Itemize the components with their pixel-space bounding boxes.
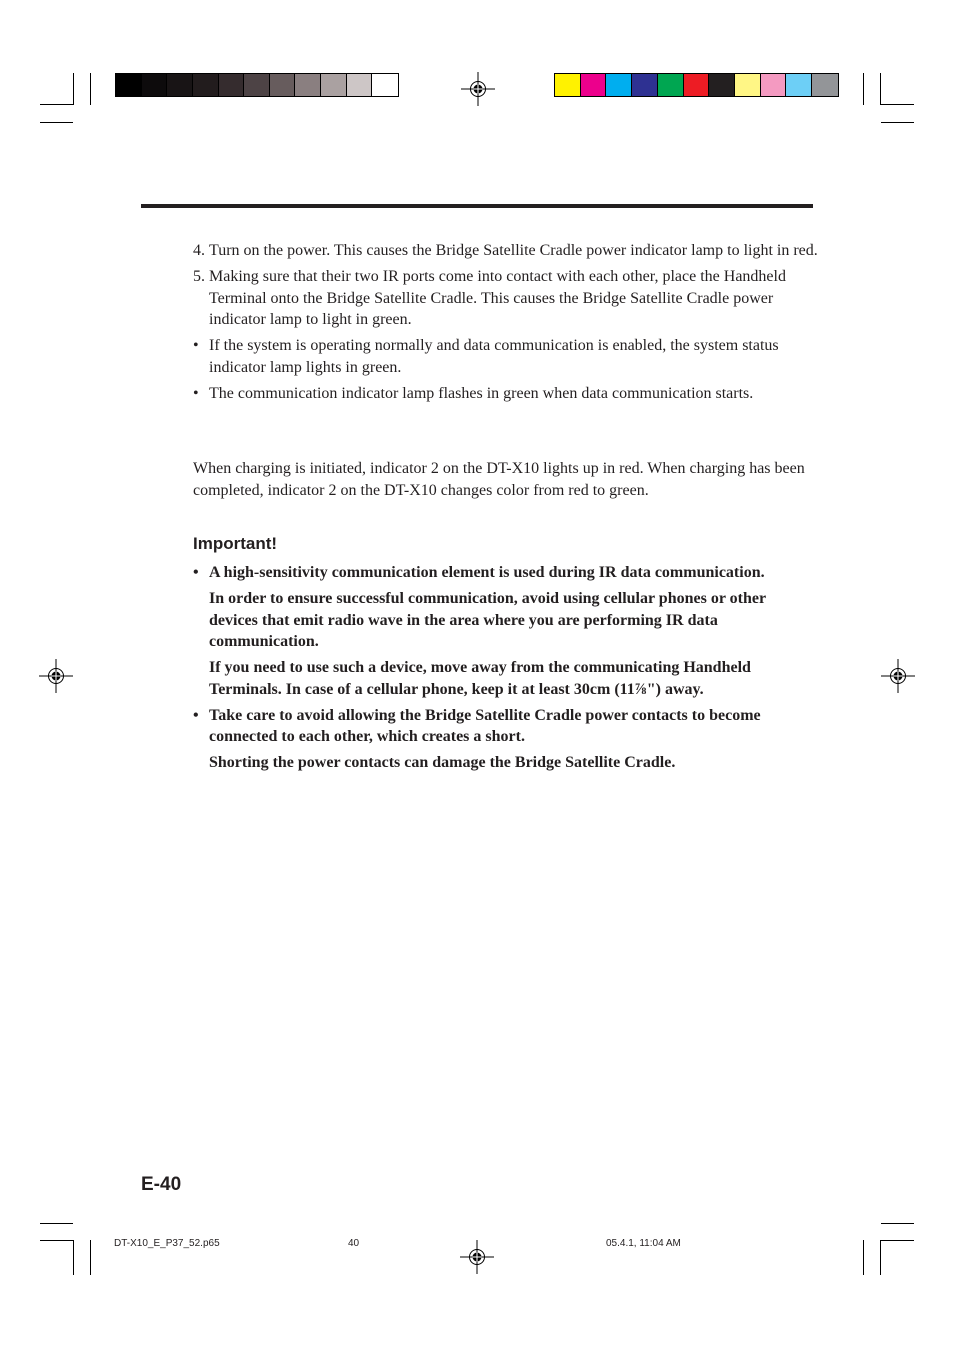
bullet-text: The communication indicator lamp flashes in green when data communication starts.: [209, 384, 754, 402]
process-color-bar: [554, 73, 839, 97]
color-swatch: [761, 74, 787, 96]
crop-mark: [863, 1240, 864, 1275]
bullet-marker: •: [193, 337, 199, 354]
charging-paragraph: When charging is initiated, indicator 2 on the DT-X10 lights up in red. When charging has been completed, indicator 2 on the DT-X10 changes color from red to green.: [193, 460, 805, 499]
crop-mark: [73, 1240, 74, 1275]
color-swatch: [786, 74, 812, 96]
step-item: [193, 240, 818, 262]
registration-mark-icon: [460, 1240, 494, 1274]
color-swatch: [193, 74, 219, 96]
color-swatch: [735, 74, 761, 96]
crop-mark: [40, 122, 73, 123]
step-marker: 5.: [193, 268, 205, 285]
color-swatch: [347, 74, 373, 96]
color-swatch: [658, 74, 684, 96]
important-heading: Important!: [193, 534, 278, 553]
color-swatch: [142, 74, 168, 96]
color-swatch: [321, 74, 347, 96]
crop-mark: [90, 1240, 91, 1275]
crop-mark: [881, 1223, 914, 1224]
bullet-marker: •: [193, 564, 199, 581]
important-text: If you need to use such a device, move away from the communicating Handheld Terminals. In case of a cellular phone, keep it at least 30cm (11⅞") away.: [209, 659, 751, 698]
crop-mark: [880, 1240, 881, 1275]
important-text: Take care to avoid allowing the Bridge Satellite Cradle power contacts to become connected to each other, which creates a short.: [209, 706, 761, 745]
color-swatch: [372, 74, 398, 96]
color-swatch: [270, 74, 296, 96]
registration-mark-icon: [39, 659, 73, 693]
crop-mark: [881, 1240, 914, 1241]
grayscale-color-bar: [115, 73, 399, 97]
crop-mark: [863, 73, 864, 105]
crop-mark: [881, 122, 914, 123]
step-marker: 4.: [193, 242, 205, 259]
color-swatch: [219, 74, 245, 96]
crop-mark: [40, 104, 73, 105]
footer-filename: DT-X10_E_P37_52.p65: [114, 1238, 220, 1249]
color-swatch: [709, 74, 735, 96]
crop-mark: [90, 73, 91, 105]
registration-mark-icon: [881, 659, 915, 693]
color-swatch: [606, 74, 632, 96]
step-text: Turn on the power. This causes the Bridge Satellite Cradle power indicator lamp to light in red.: [209, 242, 818, 259]
important-bullet: [193, 705, 818, 774]
step-item: [193, 266, 818, 331]
bullet-item: [193, 335, 818, 378]
important-text: In order to ensure successful communication, avoid using cellular phones or other devices that emit radio wave in the area where you are performing IR data communication.: [209, 590, 766, 650]
color-swatch: [581, 74, 607, 96]
step-text: Making sure that their two IR ports come into contact with each other, place the Handheld Terminal onto the Bridge Satellite Cradle. This causes the Bridge Satellite Cradle power indicator lamp to light in green.: [209, 268, 786, 328]
crop-mark: [40, 1240, 73, 1241]
important-text: A high-sensitivity communication element is used during IR data communication.: [209, 564, 765, 581]
color-swatch: [632, 74, 658, 96]
color-swatch: [295, 74, 321, 96]
footer-page: 40: [348, 1238, 360, 1249]
color-swatch: [167, 74, 193, 96]
page-number: E-40: [141, 1174, 182, 1195]
bullet-marker: •: [193, 384, 199, 402]
crop-mark: [881, 104, 914, 105]
color-swatch: [684, 74, 710, 96]
color-swatch: [244, 74, 270, 96]
crop-mark: [73, 73, 74, 105]
bullet-marker: •: [193, 706, 199, 724]
step-list: [193, 240, 818, 409]
important-text: Shorting the power contacts can damage the Bridge Satellite Cradle.: [209, 754, 676, 771]
important-notes: [193, 562, 818, 778]
bullet-text: If the system is operating normally and data communication is enabled, the system status indicator lamp lights in green.: [209, 337, 779, 376]
important-bullet: [193, 562, 818, 700]
color-swatch: [116, 74, 142, 96]
crop-mark: [40, 1223, 73, 1224]
header-rule: [141, 204, 813, 208]
footer-timestamp: 05.4.1, 11:04 AM: [606, 1238, 681, 1249]
color-swatch: [555, 74, 581, 96]
bullet-item: [193, 383, 818, 405]
crop-mark: [880, 73, 881, 105]
registration-mark-icon: [461, 72, 495, 106]
color-swatch: [812, 74, 838, 96]
